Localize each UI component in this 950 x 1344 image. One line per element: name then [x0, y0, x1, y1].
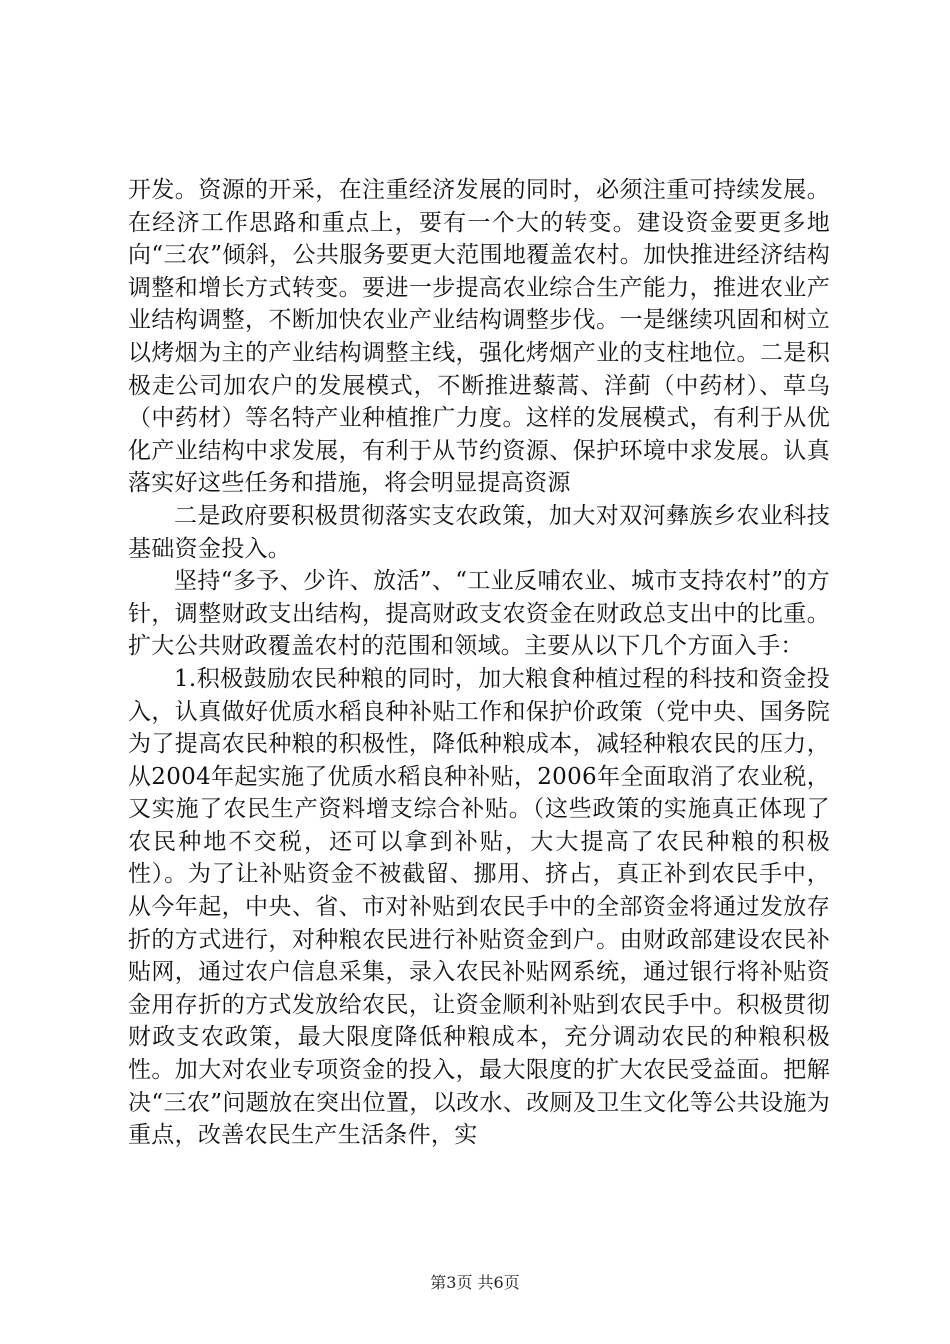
paragraph-policy: 坚持“多予、少许、放活”、“工业反哺农业、城市支持农村”的方针，调整财政支出结构，提高财政支农资金在财政总支出中的比重。扩大公共财政覆盖农村的范围和领域。主要从以下几个方面入手： — [128, 568, 830, 660]
paragraph-heading-two: 二是政府要积极贯彻落实支农政策，加大对双河彝族乡农业科技基础资金投入。 — [128, 502, 830, 562]
page-number-footer: 第3页 共6页 — [430, 1273, 520, 1292]
paragraph-item-one: 1.积极鼓励农民种粮的同时，加大粮食种植过程的科技和资金投入，认真做好优质水稻良种补贴工作和保护价政策（党中央、国务院为了提高农民种粮的积极性，降低种粮成本，减轻种粮农民的压力，从2004年起实施了优质水稻良种补贴，2006年全面取消了农业税，又实施了农民生产资料增支综合补贴。（这些政策的实施真正体现了农民种地不交税，还可以拿到补贴，大大提高了农民种粮的积极性）。为了让补贴资金不被截留、挪用、挤占，真正补到农民手中，从今年起，中央、省、市对补贴到农民手中的全部资金将通过发放存折的方式进行，对种粮农民进行补贴资金到户。由财政部建设农民补贴网，通过农户信息采集，录入农民补贴网系统，通过银行将补贴资金用存折的方式发放给农民，让资金顺利补贴到农民手中。积极贯彻财政支农政策，最大限度降低种粮成本，充分调动农民的种粮积极性。加大对农业专项资金的投入，最大限度的扩大农民受益面。把解决“三农”问题放在突出位置，以改水、改厕及卫生文化等公共设施为重点，改善农民生产生活条件，实 — [128, 665, 830, 1149]
paragraph-continuation: 开发。资源的开采，在注重经济发展的同时，必须注重可持续发展。在经济工作思路和重点上，要有一个大的转变。建设资金要更多地向“三农”倾斜，公共服务要更大范围地覆盖农村。加快推进经济结构调整和增长方式转变。要进一步提高农业综合生产能力，推进农业产业结构调整，不断加快农业产业结构调整步伐。一是继续巩固和树立以烤烟为主的产业结构调整主线，强化烤烟产业的支柱地位。二是积极走公司加农户的发展模式，不断推进藜蒿、洋蓟（中药材）、草乌（中药材）等名特产业种植推广力度。这样的发展模式，有利于从优化产业结构中求发展，有利于从节约资源、保护环境中求发展。认真落实好这些任务和措施，将会明显提高资源 — [128, 177, 830, 497]
document-body — [128, 174, 830, 1152]
